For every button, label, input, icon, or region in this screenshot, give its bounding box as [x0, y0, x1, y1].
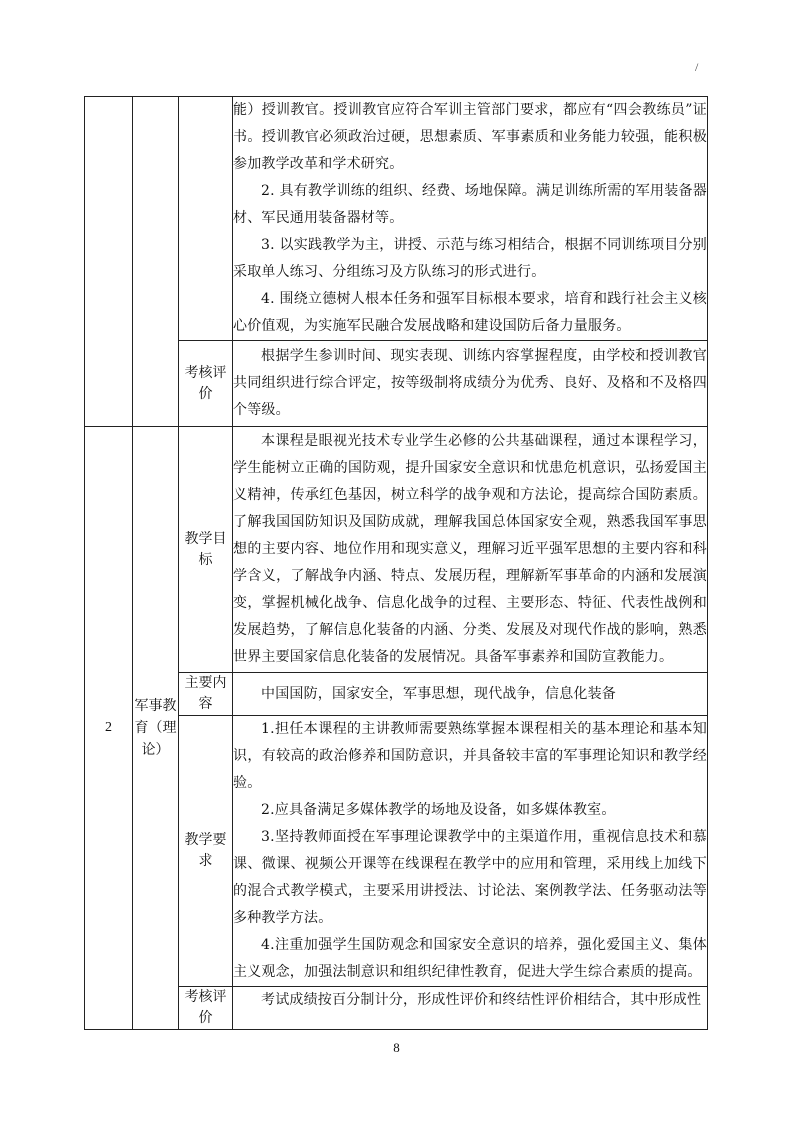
- assessment-text: 根据学生参训时间、现实表现、训练内容掌握程度，由学校和授训教官共同组织进行综合评定，按等级制将成绩分为优秀、良好、及格和不及格四个等级。: [233, 348, 707, 418]
- curriculum-table: [84, 96, 708, 1030]
- table-row-main-content: [85, 673, 708, 716]
- table-row-military-training-assessment: [85, 341, 708, 427]
- requirement-paragraph: 4. 围绕立德树人根本任务和强军目标根本要求，培育和践行社会主义核心价值观，为实施军民融合发展战略和建设国防后备力量服务。: [233, 291, 707, 334]
- page-number: 8: [393, 1040, 400, 1055]
- course-name-cell: 军事教育（理论）: [133, 427, 179, 1030]
- requirements-content-cell: [233, 97, 708, 341]
- course-number-cell: [85, 97, 133, 427]
- course-name-cell: [133, 97, 179, 427]
- requirement-paragraph: 4.注重加强学生国防观念和国家安全意识的培养，强化爱国主义、集体主义观念，加强法制意识和组织纪律性教育，促进大学生综合素质的提高。: [233, 937, 707, 980]
- main-content-label: 主要内容: [179, 673, 233, 716]
- requirement-paragraph: 能）授训教官。授训教官应符合军训主管部门要求，都应有“四会教练员”证书。授训教官必须政治过硬，思想素质、军事素质和业务能力较强，能积极参加教学改革和学术研究。: [233, 102, 707, 172]
- requirement-paragraph: 1.担任本课程的主讲教师需要熟练掌握本课程相关的基本理论和基本知识，有较高的政治修养和国防意识，并具备较丰富的军事理论知识和教学经验。: [233, 721, 707, 791]
- assessment-text: 考试成绩按百分制计分，形成性评价和终结性评价相结合，其中形成性: [261, 992, 702, 1008]
- objectives-text: 本课程是眼视光技术专业学生必修的公共基础课程，通过本课程学习，学生能树立正确的国防观，提升国家安全意识和忧患危机意识，弘扬爱国主义精神，传承红色基因，树立科学的战争观和方法论，提高综合国防素质。了解我国国防知识及国防成就，理解我国总体国家安全观，熟悉我国军事思想的主要内容、地位作用和现实意义，理解习近平强军思想的主要内容和科学含义，了解战争内涵、特点、发展历程，理解新军事革命的内涵和发展演变，掌握机械化战争、信息化战争的过程、主要形态、特征、代表性战例和发展趋势，了解信息化装备的内涵、分类、发展及对现代作战的影响，熟悉世界主要国家信息化装备的发展情况。具备军事素养和国防宣教能力。: [233, 433, 707, 665]
- objectives-label: 教学目标: [179, 427, 233, 673]
- main-content-text: 中国国防，国家安全，军事思想，现代战争，信息化装备: [261, 685, 616, 702]
- corner-mark: /: [695, 60, 699, 74]
- table-row-teaching-requirements: [85, 716, 708, 987]
- requirement-paragraph: 3. 以实践教学为主，讲授、示范与练习相结合，根据不同训练项目分别采取单人练习、分组练习及方队练习的形式进行。: [233, 237, 707, 280]
- assessment-content-cell: [233, 341, 708, 427]
- table-row-military-training-requirements: [85, 97, 708, 341]
- table-row-assessment: [85, 987, 708, 1030]
- objectives-content-cell: [233, 427, 708, 673]
- assessment-content-cell: [233, 987, 708, 1030]
- requirement-paragraph: 3.坚持教师面授在军事理论课教学中的主渠道作用，重视信息技术和慕课、微课、视频公开课等在线课程在教学中的应用和管理，采用线上加线下的混合式教学模式，主要采用讲授法、讨论法、案例教学法、任务驱动法等多种教学方法。: [233, 829, 707, 926]
- assessment-label: 考核评价: [179, 341, 233, 427]
- assessment-label: 考核评价: [179, 987, 233, 1030]
- requirement-paragraph: 2.应具备满足多媒体教学的场地及设备，如多媒体教室。: [261, 802, 616, 818]
- requirements-content-cell: [233, 716, 708, 987]
- requirement-paragraph: 2. 具有教学训练的组织、经费、场地保障。满足训练所需的军用装备器材、军民通用装备器材等。: [233, 183, 707, 226]
- requirements-label: 教学要求: [179, 716, 233, 987]
- requirements-label-cell: [179, 97, 233, 341]
- main-content-cell: [233, 673, 708, 716]
- course-number-cell: 2: [85, 427, 133, 1030]
- table-row-objectives: [85, 427, 708, 673]
